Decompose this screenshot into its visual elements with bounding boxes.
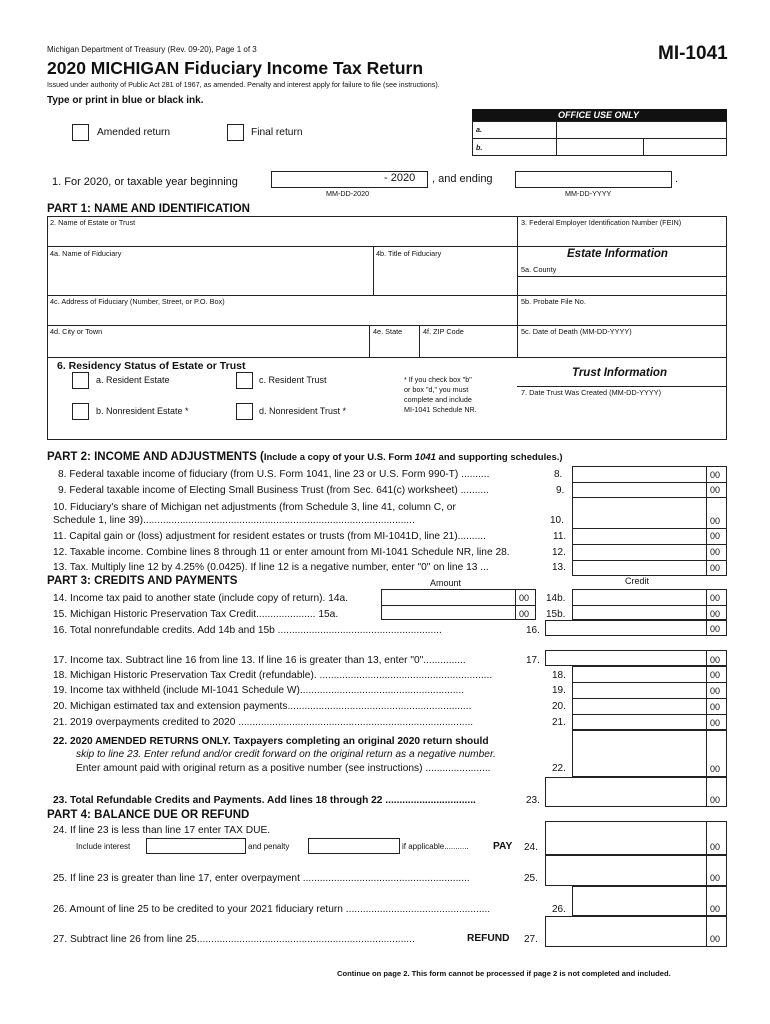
part2-title-end: and supporting schedules.) xyxy=(435,452,563,463)
nr-note-2: or box "d," you must xyxy=(404,385,469,394)
nonresident-estate-checkbox[interactable] xyxy=(72,403,89,420)
resident-estate-label: a. Resident Estate xyxy=(96,375,170,385)
line19-label: 19. Income tax withheld (include MI-1041 Schedule W).......................................................... xyxy=(53,685,465,696)
amount-column-heading: Amount xyxy=(430,578,462,588)
estate-info-heading: Estate Information xyxy=(567,248,668,260)
and-penalty-label: and penalty xyxy=(248,842,290,851)
begin-format-hint: MM-DD-2020 xyxy=(326,189,370,198)
line16-cents: 00 xyxy=(710,624,721,634)
office-use-b: b. xyxy=(476,143,483,152)
end-format-hint: MM-DD-YYYY xyxy=(565,189,612,198)
office-use-box xyxy=(472,109,727,156)
line13-label: 13. Tax. Multiply line 12 by 4.25% (0.0425). If line 12 is a negative number, enter "0" on line 13 ... xyxy=(53,562,489,573)
line18-label: 18. Michigan Historic Preservation Tax Credit (refundable). ............................................................. xyxy=(53,670,493,681)
line25-num: 25. xyxy=(524,873,538,884)
residency-status-label: 6. Residency Status of Estate or Trust xyxy=(57,360,246,372)
refund-label: REFUND xyxy=(467,933,510,944)
line12-label: 12. Taxable income. Combine lines 8 through 11 or enter amount from MI-1041 Schedule NR, line 28. xyxy=(53,547,510,558)
part2-title-note: Include a copy of your U.S. Form xyxy=(263,452,415,463)
tax-year-end-input[interactable] xyxy=(515,171,672,188)
line23-num: 23. xyxy=(526,795,540,806)
nonresident-trust-label: d. Nonresident Trust * xyxy=(259,406,347,416)
line11-num: 11. xyxy=(553,531,567,542)
fein-field[interactable]: 3. Federal Employer Identification Number (FEIN) xyxy=(521,218,682,227)
fiduciary-title-field[interactable]: 4b. Title of Fiduciary xyxy=(376,249,442,258)
line11-cents: 00 xyxy=(710,531,721,541)
line17-cents: 00 xyxy=(710,655,721,665)
part1-title: PART 1: NAME AND IDENTIFICATION xyxy=(47,203,250,215)
nonresident-estate-label: b. Nonresident Estate * xyxy=(96,406,189,416)
line13-amount-input[interactable] xyxy=(573,561,706,576)
line1-label: 1. For 2020, or taxable year beginning xyxy=(52,176,238,188)
line22-amount-input[interactable] xyxy=(572,730,727,777)
line27-label: 27. Subtract line 26 from line 25............................................................................. xyxy=(53,934,415,945)
state-field[interactable]: 4e. State xyxy=(373,327,403,336)
line16-label: 16. Total nonrefundable credits. Add 14b and 15b .......................................................... xyxy=(53,625,442,636)
dept-line: Michigan Department of Treasury (Rev. 09-20), Page 1 of 3 xyxy=(47,45,257,54)
credit-column-heading: Credit xyxy=(625,576,650,586)
line18-amount-input[interactable] xyxy=(573,667,706,682)
pay-label: PAY xyxy=(493,841,513,852)
line9-label: 9. Federal taxable income of Electing Small Business Trust (from Sec. 641(c) worksheet) .......... xyxy=(58,485,489,496)
part4-title: PART 4: BALANCE DUE OR REFUND xyxy=(47,809,250,821)
line24-cents: 00 xyxy=(710,842,721,852)
date-of-death-field[interactable]: 5c. Date of Death (MM-DD-YYYY) xyxy=(521,327,632,336)
line22-label-1 xyxy=(53,737,489,747)
estate-trust-name-field[interactable]: 2. Name of Estate or Trust xyxy=(50,218,136,227)
if-applicable-label: if applicable........... xyxy=(402,842,469,851)
line10-amount-input[interactable] xyxy=(573,498,706,528)
line21-amount-input[interactable] xyxy=(573,715,706,730)
line22-num: 22. xyxy=(552,763,566,774)
final-return-label: Final return xyxy=(251,127,303,138)
line10-label-1: 10. Fiduciary's share of Michigan net adjustments (from Schedule 3, line 41, column C, or xyxy=(53,502,456,513)
line13-cents: 00 xyxy=(710,563,721,573)
line18-num: 18. xyxy=(552,670,566,681)
line26-cents: 00 xyxy=(710,904,721,914)
line12-num: 12. xyxy=(552,547,566,558)
line22-text-1: 22. 2020 AMENDED RETURNS ONLY. Taxpayers completing an original 2020 return should xyxy=(53,736,489,747)
line15-label: 15. Michigan Historic Preservation Tax Credit..................... 15a. xyxy=(53,609,339,620)
nr-note-1: * If you check box "b" xyxy=(404,375,472,384)
line22-label-2: skip to line 23. Enter refund and/or credit forward on the original return as a negative number. xyxy=(76,749,496,760)
line14a-cents: 00 xyxy=(519,593,530,603)
line15b-num: 15b. xyxy=(546,609,566,620)
nr-note-4: MI-1041 Schedule NR. xyxy=(404,405,477,414)
line8-cents: 00 xyxy=(710,470,721,480)
line27-num: 27. xyxy=(524,934,538,945)
line8-amount-input[interactable] xyxy=(573,467,706,482)
line15a-cents: 00 xyxy=(519,609,530,619)
penalty-input[interactable] xyxy=(308,838,400,854)
part2-title-main: PART 2: INCOME AND ADJUSTMENTS ( xyxy=(47,451,264,463)
line10-cents: 00 xyxy=(710,516,721,526)
line11-amount-input[interactable] xyxy=(573,529,706,544)
line26-amount-input[interactable] xyxy=(572,886,727,916)
line19-num: 19. xyxy=(552,685,566,696)
city-field[interactable]: 4d. City or Town xyxy=(50,327,103,336)
form-title: 2020 MICHIGAN Fiduciary Income Tax Return xyxy=(47,58,424,78)
part2-title-form: 1041 xyxy=(414,452,436,463)
line20-num: 20. xyxy=(552,701,566,712)
ink-instruction: Type or print in blue or black ink. xyxy=(47,95,204,106)
and-ending-label: , and ending xyxy=(432,173,493,185)
line26-num: 26. xyxy=(552,904,566,915)
line22-label-3: Enter amount paid with original return as a positive number (see instructions) ....................... xyxy=(76,763,491,774)
amended-return-label: Amended return xyxy=(97,127,171,138)
line15b-cents: 00 xyxy=(710,609,721,619)
line25-label: 25. If line 23 is greater than line 17, enter overpayment ........................................................... xyxy=(53,873,470,884)
part3-title: PART 3: CREDITS AND PAYMENTS xyxy=(47,575,238,587)
tax-year-suffix: - 2020 xyxy=(384,172,416,184)
line24-amount-input[interactable] xyxy=(545,821,727,855)
date-trust-created-field[interactable]: 7. Date Trust Was Created (MM-DD-YYYY) xyxy=(521,388,662,397)
line20-amount-input[interactable] xyxy=(573,699,706,714)
resident-trust-label: c. Resident Trust xyxy=(259,375,327,385)
line8-label: 8. Federal taxable income of fiduciary (from U.S. Form 1041, line 23 or U.S. Form 990-T) .......... xyxy=(58,469,490,480)
office-use-title: OFFICE USE ONLY xyxy=(558,110,639,120)
line24-label: 24. If line 23 is less than line 17 enter TAX DUE. xyxy=(53,825,271,836)
office-use-a: a. xyxy=(476,125,482,134)
line20-label: 20. Michigan estimated tax and extension payments................................................................. xyxy=(53,701,472,712)
line15b-amount-input[interactable] xyxy=(573,606,706,620)
line27-amount-input[interactable] xyxy=(545,916,727,947)
county-field[interactable]: 5a. County xyxy=(521,265,557,274)
line20-cents: 00 xyxy=(710,702,721,712)
line23-label: 23. Total Refundable Credits and Payments. Add lines 18 through 22 ................................ xyxy=(53,795,476,806)
probate-file-field[interactable]: 5b. Probate File No. xyxy=(521,297,586,306)
line13-num: 13. xyxy=(552,562,566,573)
line17-num: 17. xyxy=(526,655,540,666)
line14a-amount-input[interactable] xyxy=(382,590,515,605)
line15a-amount-input[interactable] xyxy=(382,606,515,620)
line25-amount-input[interactable] xyxy=(545,855,727,886)
line21-label: 21. 2019 overpayments credited to 2020 ................................................................................... xyxy=(53,717,474,728)
line14-label: 14. Income tax paid to another state (include copy of return). 14a. xyxy=(53,593,349,604)
trust-info-heading: Trust Information xyxy=(572,367,667,379)
line12-amount-input[interactable] xyxy=(573,545,706,560)
line10-label-2: Schedule 1, line 39)................................................................................................ xyxy=(53,515,415,526)
nr-note-3: complete and include xyxy=(404,395,472,404)
line16-amount-input[interactable] xyxy=(545,620,727,636)
line21-cents: 00 xyxy=(710,718,721,728)
line23-cents: 00 xyxy=(710,795,721,805)
line9-cents: 00 xyxy=(710,485,721,495)
line8-num: 8. xyxy=(554,469,563,480)
include-interest-label: Include interest xyxy=(76,842,131,851)
footer-note: Continue on page 2. This form cannot be processed if page 2 is not completed and included. xyxy=(337,969,671,978)
part2-title xyxy=(47,452,563,464)
line18-cents: 00 xyxy=(710,670,721,680)
line21-num: 21. xyxy=(552,717,566,728)
line22-cents: 00 xyxy=(710,764,721,774)
line19-amount-input[interactable] xyxy=(573,683,706,698)
line11-label: 11. Capital gain or (loss) adjustment for resident estates or trusts (from MI-1041D, line 21).......... xyxy=(53,531,486,542)
line24-num: 24. xyxy=(524,842,538,853)
authority-line: Issued under authority of Public Act 281 of 1967, as amended. Penalty and interest apply for failure to file (see instructions). xyxy=(47,80,440,89)
line23-amount-input[interactable] xyxy=(545,777,727,807)
form-id: MI-1041 xyxy=(658,43,728,64)
line9-num: 9. xyxy=(556,485,565,496)
office-use-header xyxy=(472,109,727,121)
fiduciary-name-field[interactable]: 4a. Name of Fiduciary xyxy=(50,249,122,258)
line14b-num: 14b. xyxy=(546,593,566,604)
line10-num: 10. xyxy=(550,515,564,526)
line26-label: 26. Amount of line 25 to be credited to your 2021 fiduciary return ................................................... xyxy=(53,904,491,915)
amended-return-checkbox[interactable] xyxy=(72,124,89,141)
period: . xyxy=(675,173,679,185)
fiduciary-address-field[interactable]: 4c. Address of Fiduciary (Number, Street, or P.O. Box) xyxy=(50,297,225,306)
zip-field[interactable]: 4f. ZIP Code xyxy=(423,327,464,336)
line17-amount-input[interactable] xyxy=(545,650,727,666)
line12-cents: 00 xyxy=(710,547,721,557)
line19-cents: 00 xyxy=(710,686,721,696)
nonresident-trust-checkbox[interactable] xyxy=(236,403,253,420)
line14b-amount-input[interactable] xyxy=(573,590,706,605)
line14b-cents: 00 xyxy=(710,593,721,603)
line9-amount-input[interactable] xyxy=(573,483,706,497)
final-return-checkbox[interactable] xyxy=(227,124,244,141)
line27-cents: 00 xyxy=(710,934,721,944)
resident-trust-checkbox[interactable] xyxy=(236,372,253,389)
line17-label: 17. Income tax. Subtract line 16 from line 13. If line 16 is greater than 13, enter "0"............... xyxy=(53,655,466,666)
resident-estate-checkbox[interactable] xyxy=(72,372,89,389)
line16-num: 16. xyxy=(526,625,540,636)
interest-input[interactable] xyxy=(146,838,246,854)
line25-cents: 00 xyxy=(710,873,721,883)
